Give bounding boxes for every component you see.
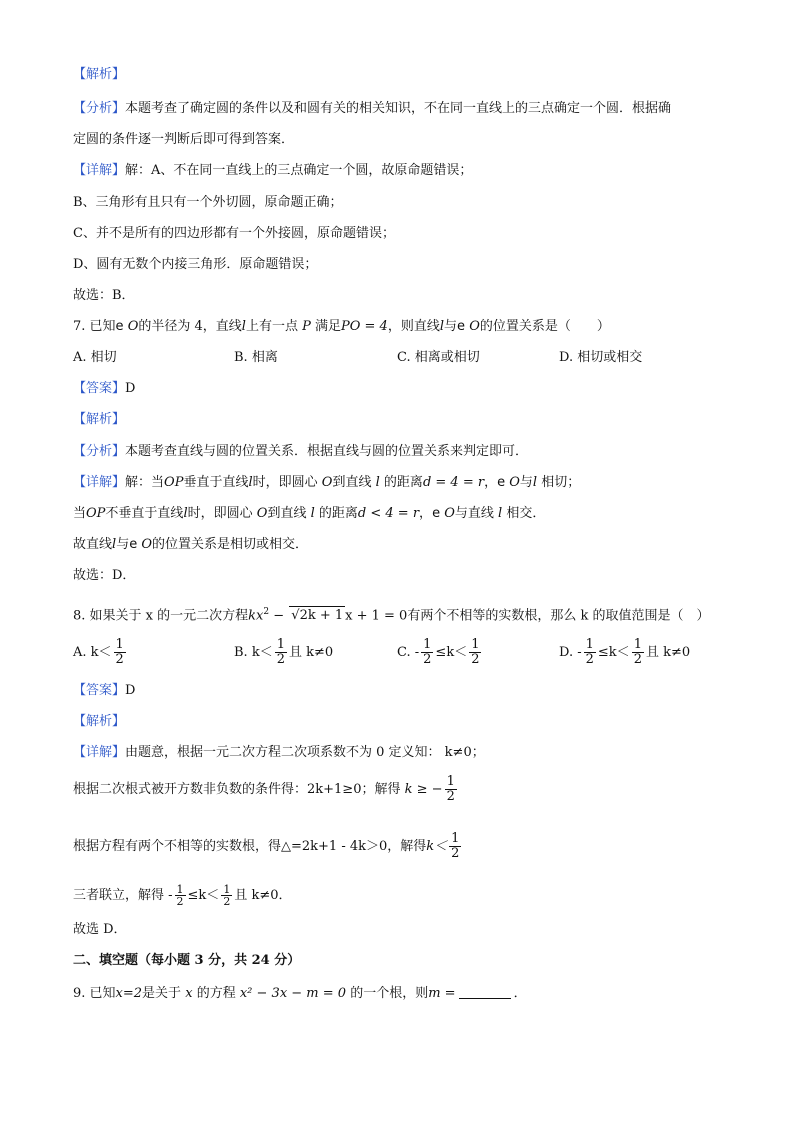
answer-blank[interactable] [459,998,511,999]
q7-jiexi-heading: 【解析】 [73,412,126,427]
q7-stem: 7. 已知e O的半径为 4，直线l上有一点 P 满足PO = 4，则直线l与e O的位置关系是（ ） [73,319,610,334]
q7-answer-key: 【答案】D [73,381,136,396]
q7-analysis: 【分析】本题考查直线与圆的位置关系．根据直线与圆的位置关系来判定即可． [73,444,529,459]
q6-answer: 故选：B． [73,288,135,303]
q8-option-c: C. - $\frac{1}{2}$ ≤k＜ $\frac{1}{2}$ [397,637,480,667]
q7-answer: 故选：D． [73,568,136,583]
q8-detail-line-2: 根据二次根式被开方数非负数的条件得：2k+1≥0；解得 k ≥ − $\frac{1}{2}$ [73,774,455,804]
q6-analysis-line-1: 【分析】本题考查了确定圆的条件以及和圆有关的相关知识，不在同一直线上的三点确定一个圆．根据确 [73,101,672,116]
q8-detail-line-1: 【详解】由题意，根据一元二次方程二次项系数不为 0 定义知： k≠0； [73,745,485,760]
q6-detail-line-d: D、圆有无数个内接三角形．原命题错误； [73,257,318,272]
q6-detail-line-b: B、三角形有且只有一个外切圆，原命题正确； [73,195,343,210]
q8-stem: 8. 如果关于 x 的一元二次方程$kx^2 - √2k + 1$ x + 1 = 0有两个不相等的实数根，那么 k 的取值范围是（ ） [73,607,710,624]
q6-detail-line-a: 【详解】解：A、不在同一直线上的三点确定一个圆，故原命题错误； [73,163,473,178]
q8-option-b: B. k＜ $\frac{1}{2}$ 且 k≠0 [234,637,334,667]
q8-answer: 故选 D． [73,922,127,937]
q6-detail-line-c: C、并不是所有的四边形都有一个外接圆，原命题错误； [73,226,395,241]
q7-option-a: A. 相切 [73,350,117,365]
q8-jiexi-heading: 【解析】 [73,714,126,729]
sqrt-expression: √2k + 1 [291,608,344,624]
q7-detail-line-3: 故直线l与e O的位置关系是相切或相交． [73,537,309,552]
q9-stem: 9. 已知x=2是关于 x 的方程 x² − 3x − m = 0 的一个根，则m = ． [73,986,527,1001]
q6-analysis-line-2: 定圆的条件逐一判断后即可得到答案． [73,132,295,147]
q8-option-a: A. k＜ $\frac{1}{2}$ [73,637,124,667]
q8-detail-line-4: 三者联立，解得 - $\frac{1}{2}$ ≤k＜ $\frac{1}{2}$ 且 k≠0． [73,883,292,908]
q7-option-b: B. 相离 [234,350,278,365]
section-2-title: 二、填空题（每小题 3 分，共 24 分） [73,953,301,968]
q7-option-d: D. 相切或相交 [559,350,643,365]
jiexi-heading: 【解析】 [73,67,126,82]
q7-option-c: C. 相离或相切 [397,350,480,365]
q8-option-d: D. - $\frac{1}{2}$ ≤k＜ $\frac{1}{2}$ 且 k≠0 [559,637,691,667]
q7-detail-line-1: 【详解】解：当OP垂直于直线l时，即圆心 O到直线 l 的距离d = 4 = r，e O与l 相切； [73,475,581,490]
q7-detail-line-2: 当OP不垂直于直线l时，即圆心 O到直线 l 的距离d < 4 = r，e O与直线 l 相交． [73,506,546,521]
q8-answer-key: 【答案】D [73,683,136,698]
q8-detail-line-3: 根据方程有两个不相等的实数根，得△=2k+1 - 4k＞0，解得k＜ $\frac{1}{2}$ [73,831,460,861]
